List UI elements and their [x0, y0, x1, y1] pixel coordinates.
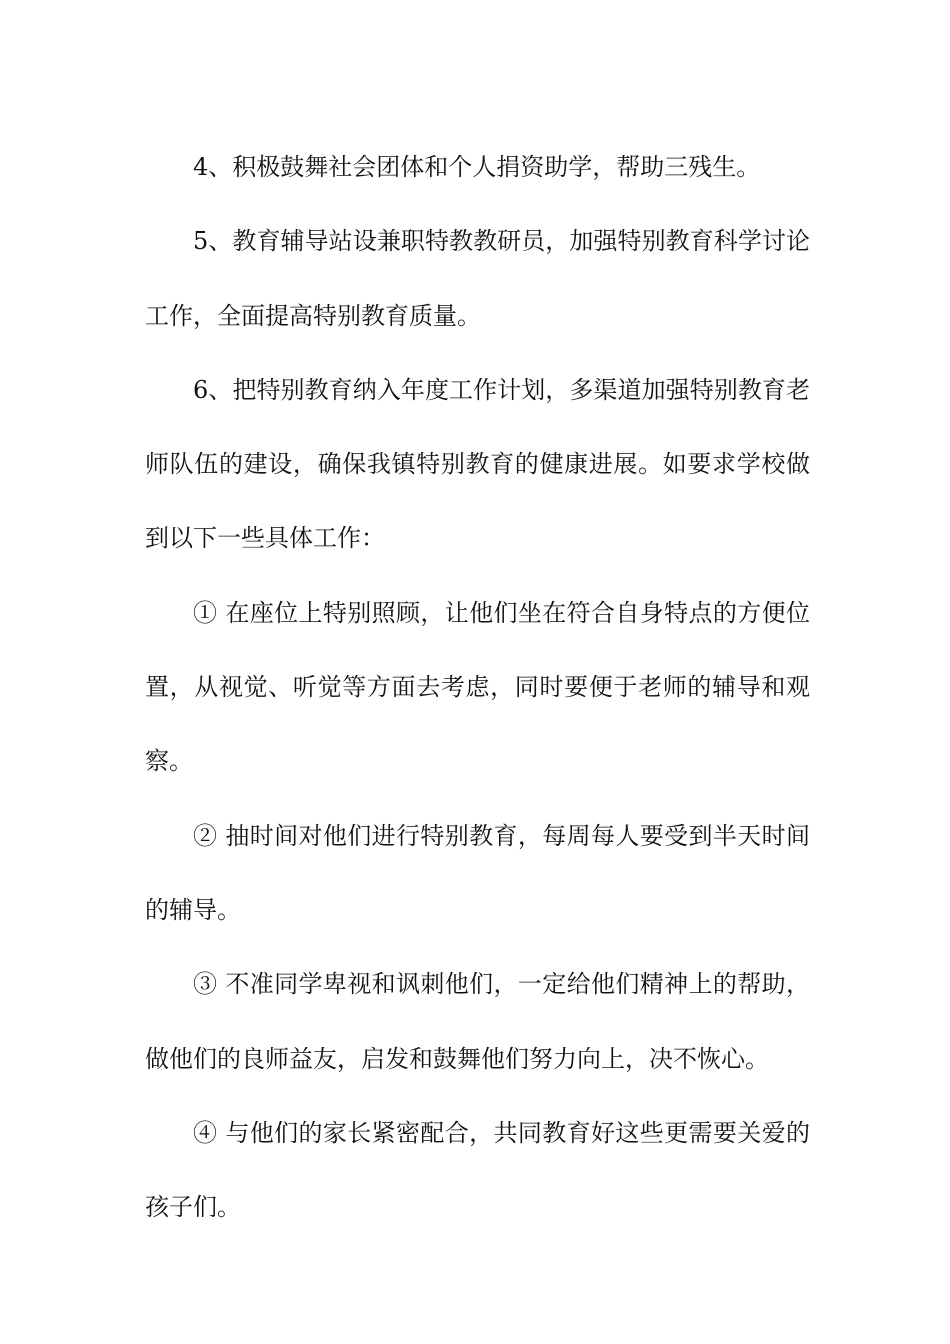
paragraph-item-6: 6、把特别教育纳入年度工作计划，多渠道加强特别教育老师队伍的建设，确保我镇特别教育的健康进展。如要求学校做到以下一些具体工作：: [145, 375, 810, 553]
paragraph-item-4: 4、积极鼓舞社会团体和个人捐资助学，帮助三残生。: [193, 153, 761, 181]
document-body: [145, 130, 810, 1244]
list-item-1: ① 在座位上特别照顾，让他们坐在符合自身特点的方便位置，从视觉、听觉等方面去考虑，同时要便于老师的辅导和观察。: [145, 598, 810, 776]
list-item-4: ④ 与他们的家长紧密配合，共同教育好这些更需要关爱的孩子们。: [145, 1118, 810, 1222]
list-item-3: ③ 不准同学卑视和讽刺他们，一定给他们精神上的帮助，做他们的良师益友，启发和鼓舞他们努力向上，决不恢心。: [145, 970, 810, 1073]
list-item-2: ② 抽时间对他们进行特别教育，每周每人要受到半天时间的辅导。: [145, 821, 810, 924]
paragraph-item-5: 5、教育辅导站设兼职特教教研员，加强特别教育科学讨论工作，全面提高特别教育质量。: [145, 227, 810, 330]
